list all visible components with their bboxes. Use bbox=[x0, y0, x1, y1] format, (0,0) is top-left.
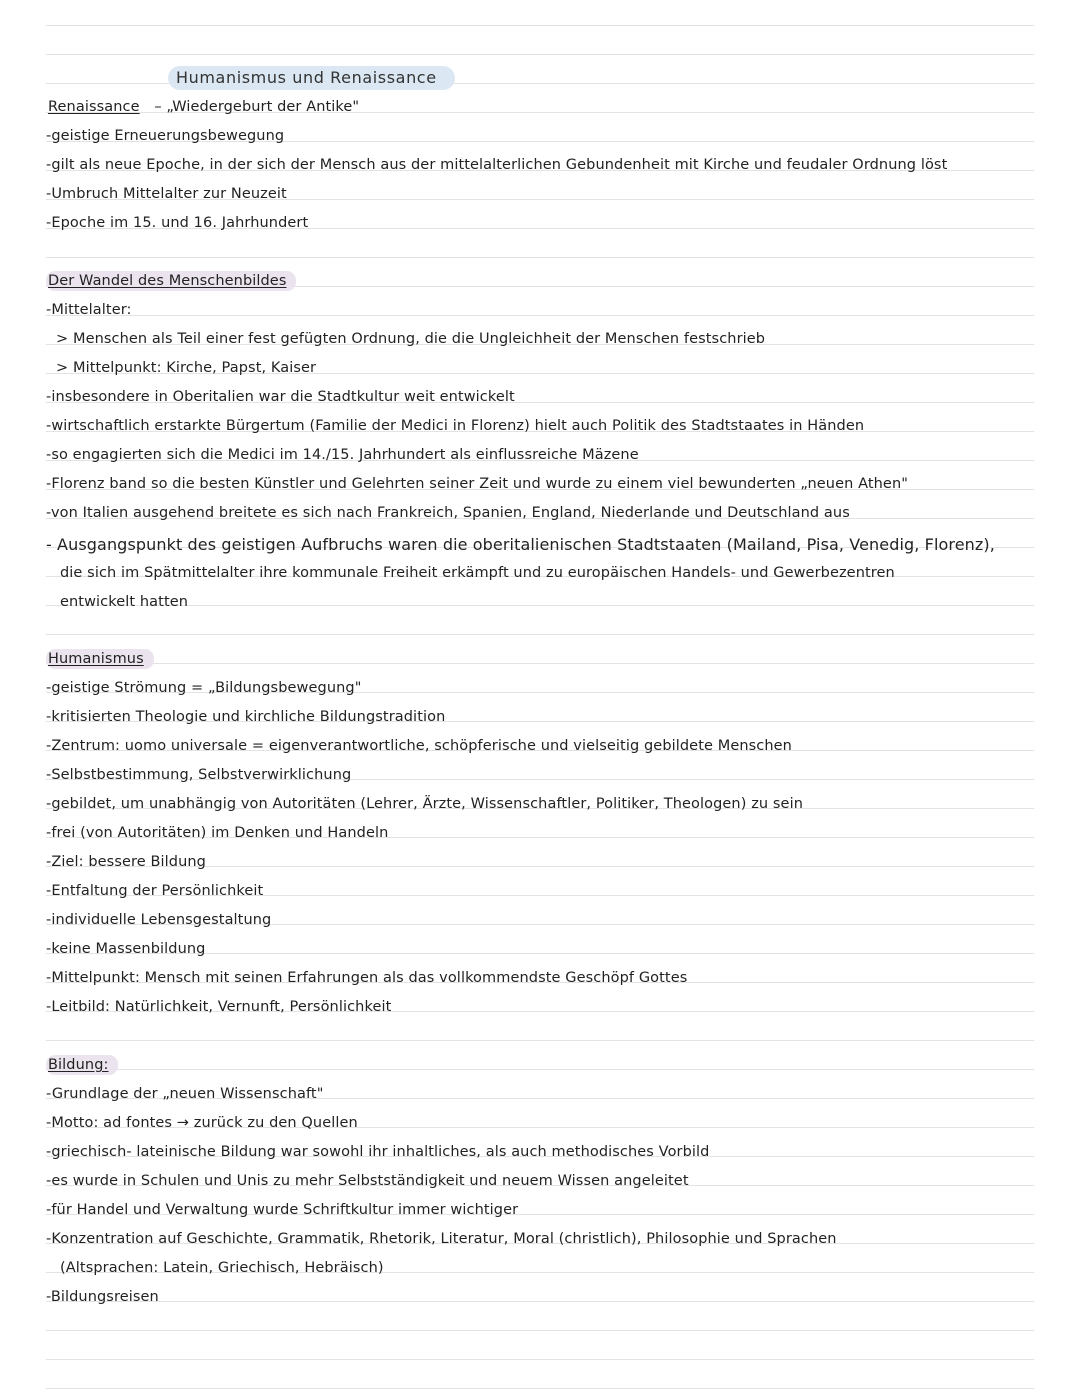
list-item: -Selbstbestimmung, Selbstverwirklichung bbox=[46, 767, 352, 783]
section-heading-wandel: Der Wandel des Menschenbildes bbox=[46, 271, 296, 291]
list-item: -gebildet, um unabhängig von Autoritäten (Lehrer, Ärzte, Wissenschaftler, Politiker, Theologen) zu sein bbox=[46, 796, 803, 812]
list-item-continuation: (Altsprachen: Latein, Griechisch, Hebräisch) bbox=[60, 1260, 384, 1276]
page-title: Humanismus und Renaissance bbox=[168, 66, 455, 90]
list-item: -Bildungsreisen bbox=[46, 1289, 159, 1305]
list-item: -für Handel und Verwaltung wurde Schriftkultur immer wichtiger bbox=[46, 1202, 519, 1218]
list-item: -gilt als neue Epoche, in der sich der Mensch aus der mittelalterlichen Gebundenheit mit Kirche und feudaler Ordnung löst bbox=[46, 157, 948, 173]
list-item: -wirtschaftlich erstarkte Bürgertum (Familie der Medici in Florenz) hielt auch Politik des Stadtstaates in Händen bbox=[46, 418, 865, 434]
list-item: -Motto: ad fontes → zurück zu den Quellen bbox=[46, 1115, 358, 1131]
list-item: -es wurde in Schulen und Unis zu mehr Selbstständigkeit und neuem Wissen angeleitet bbox=[46, 1173, 689, 1189]
list-item: -keine Massenbildung bbox=[46, 941, 206, 957]
list-item: -individuelle Lebensgestaltung bbox=[46, 912, 272, 928]
list-item-continuation: die sich im Spätmittelalter ihre kommunale Freiheit erkämpft und zu europäischen Handels- und Gewerbezentren bbox=[60, 565, 895, 581]
section-heading-renaissance: Renaissance bbox=[48, 99, 140, 115]
list-item: -insbesondere in Oberitalien war die Stadtkultur weit entwickelt bbox=[46, 389, 515, 405]
list-item: -so engagierten sich die Medici im 14./15. Jahrhundert als einflussreiche Mäzene bbox=[46, 447, 639, 463]
renaissance-definition: – „Wiedergeburt der Antike" bbox=[149, 99, 360, 115]
list-item: -von Italien ausgehend breitete es sich nach Frankreich, Spanien, England, Niederlande und Deutschland aus bbox=[46, 505, 850, 521]
list-item: -Mittelalter: bbox=[46, 302, 132, 318]
list-item: -Zentrum: uomo universale = eigenverantwortliche, schöpferische und vielseitig gebildete Menschen bbox=[46, 738, 792, 754]
list-item: -Florenz band so die besten Künstler und Gelehrten seiner Zeit und wurde zu einem viel bewunderten „neuen Athen" bbox=[46, 476, 909, 492]
list-item: -Grundlage der „neuen Wissenschaft" bbox=[46, 1086, 324, 1102]
list-item: -frei (von Autoritäten) im Denken und Handeln bbox=[46, 825, 389, 841]
list-item: -Ziel: bessere Bildung bbox=[46, 854, 206, 870]
list-item: -Epoche im 15. und 16. Jahrhundert bbox=[46, 215, 309, 231]
sub-list-item: > Mittelpunkt: Kirche, Papst, Kaiser bbox=[56, 360, 317, 376]
list-item: -Umbruch Mittelalter zur Neuzeit bbox=[46, 186, 287, 202]
wandel-heading-line bbox=[46, 267, 1034, 296]
list-item: -Entfaltung der Persönlichkeit bbox=[46, 883, 264, 899]
section-heading-bildung: Bildung: bbox=[46, 1055, 118, 1075]
sub-list-item: > Menschen als Teil einer fest gefügten Ordnung, die die Ungleichheit der Menschen festschrieb bbox=[56, 331, 766, 347]
list-item: -Konzentration auf Geschichte, Grammatik, Rhetorik, Literatur, Moral (christlich), Philosophie und Sprachen bbox=[46, 1231, 837, 1247]
list-item: -Mittelpunkt: Mensch mit seinen Erfahrungen als das vollkommendste Geschöpf Gottes bbox=[46, 970, 688, 986]
list-item: -Leitbild: Natürlichkeit, Vernunft, Persönlichkeit bbox=[46, 999, 392, 1015]
list-item: -kritisierten Theologie und kirchliche Bildungstradition bbox=[46, 709, 446, 725]
list-item: -griechisch- lateinische Bildung war sowohl ihr inhaltliches, als auch methodisches Vorbild bbox=[46, 1144, 710, 1160]
list-item: -geistige Strömung = „Bildungsbewegung" bbox=[46, 680, 362, 696]
list-item: - Ausgangspunkt des geistigen Aufbruchs waren die oberitalienischen Stadtstaaten (Mailand, Pisa, Venedig, Florenz), bbox=[46, 535, 995, 554]
list-item: -geistige Erneuerungsbewegung bbox=[46, 128, 285, 144]
list-item-continuation: entwickelt hatten bbox=[60, 594, 189, 610]
renaissance-heading-line bbox=[46, 93, 1034, 122]
section-heading-humanismus: Humanismus bbox=[46, 649, 154, 669]
humanismus-heading-line bbox=[46, 645, 1034, 674]
bildung-heading-line bbox=[46, 1051, 1034, 1080]
